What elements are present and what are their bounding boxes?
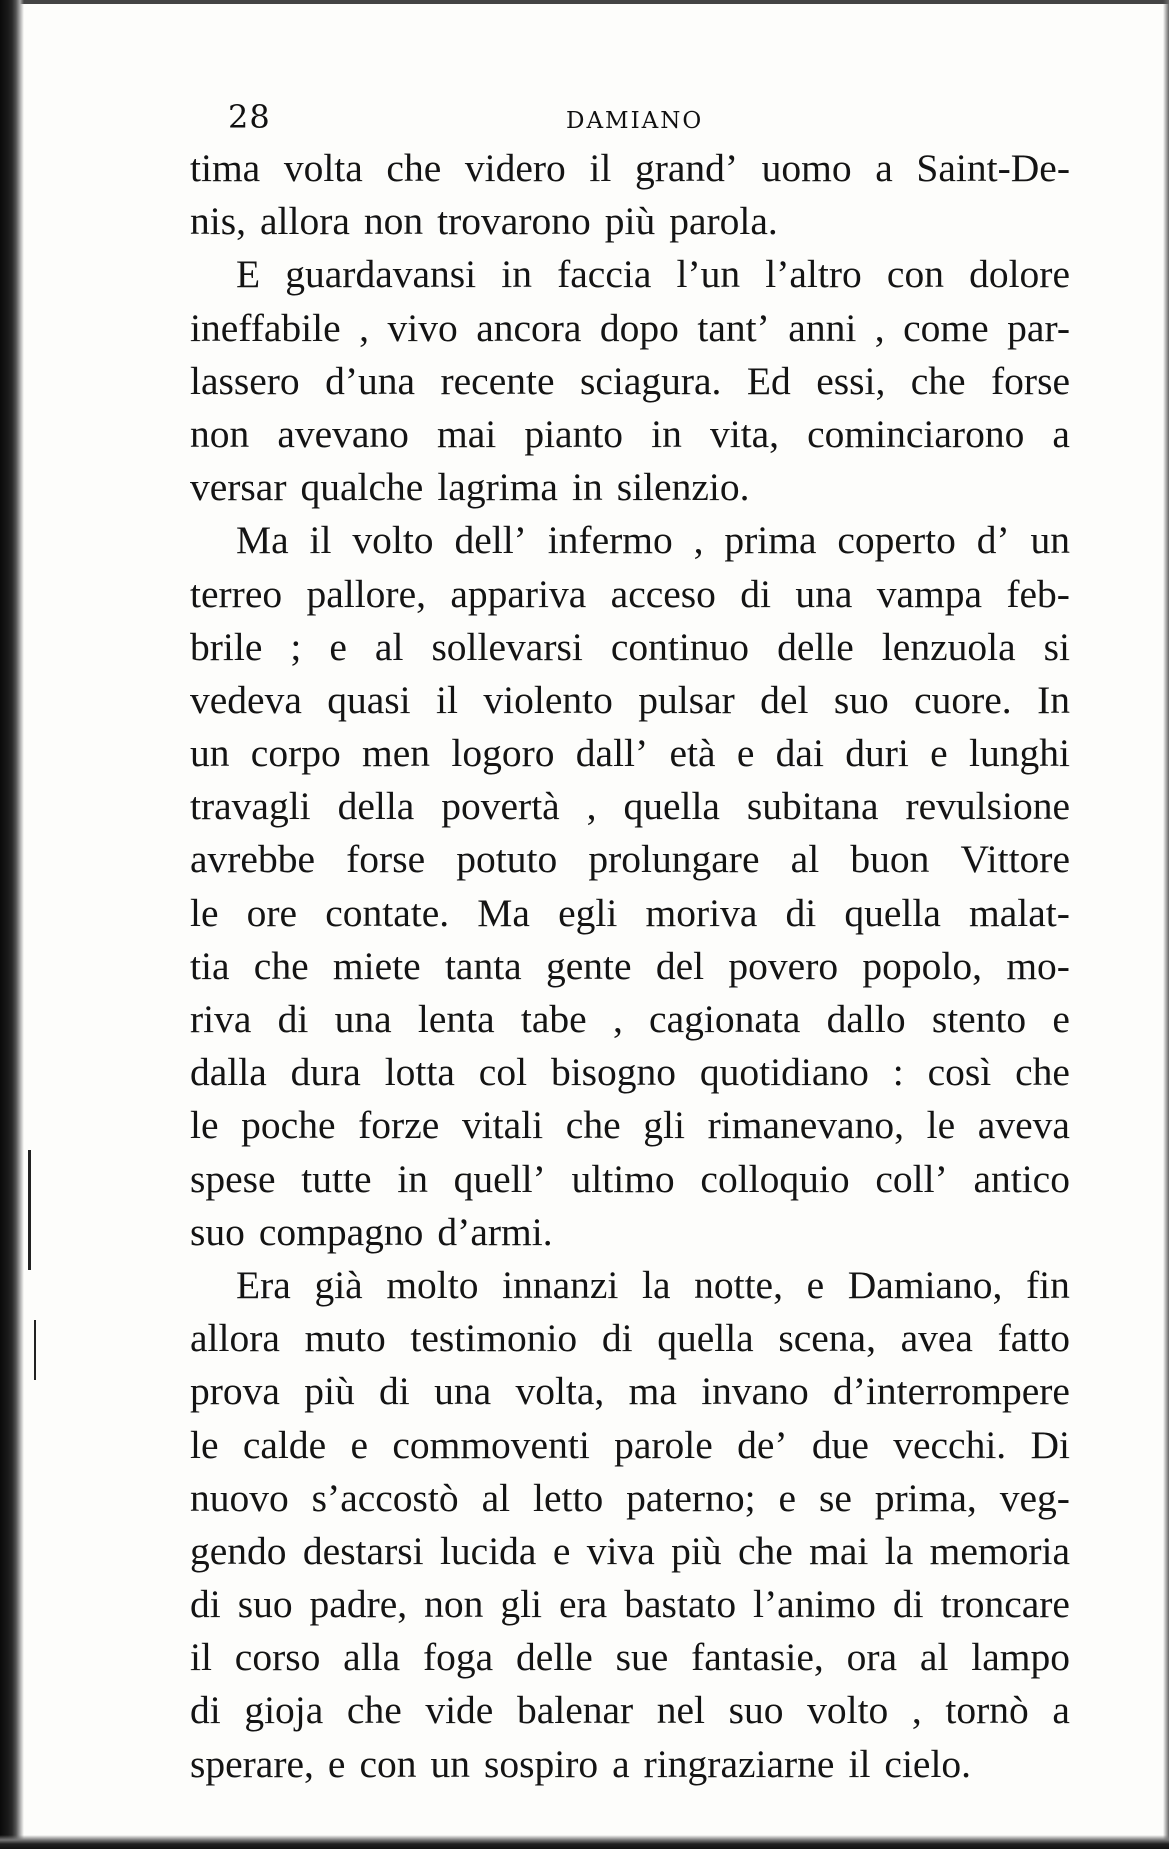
text-line: prova più di una volta, ma invano d’interrompere bbox=[190, 1369, 1070, 1414]
text-line: ineffabile , vivo ancora dopo tant’ anni , come par- bbox=[190, 305, 1070, 350]
text-line: le poche forze vitali che gli rimanevano, le aveva bbox=[190, 1103, 1070, 1148]
text-line: sperare, e con un sospiro a ringraziarne il cielo. bbox=[190, 1741, 972, 1786]
text-line: allora muto testimonio di quella scena, avea fatto bbox=[190, 1316, 1070, 1361]
text-line: dalla dura lotta col bisogno quotidiano : così che bbox=[190, 1050, 1070, 1095]
scan-binding-mark bbox=[34, 1320, 36, 1380]
text-line: brile ; e al sollevarsi continuo delle lenzuola si bbox=[190, 624, 1070, 669]
text-line: nis, allora non trovarono più parola. bbox=[190, 199, 778, 244]
text-line: di gioja che vide balenar nel suo volto , tornò a bbox=[190, 1688, 1070, 1733]
scan-binding-edge bbox=[0, 0, 24, 1849]
text-line: lassero d’una recente sciagura. Ed essi, che forse bbox=[190, 358, 1070, 403]
text-line: Ma il volto dell’ infermo , prima coperto d’ un bbox=[236, 518, 1070, 563]
text-line: suo compagno d’armi. bbox=[190, 1209, 553, 1254]
page-header bbox=[228, 98, 728, 138]
text-line: avrebbe forse potuto prolungare al buon Vittore bbox=[190, 837, 1070, 882]
scan-bottom-edge bbox=[0, 1835, 1169, 1849]
text-line: di suo padre, non gli era bastato l’animo di troncare bbox=[190, 1582, 1070, 1627]
text-line: le ore contate. Ma egli moriva di quella malat- bbox=[190, 890, 1070, 935]
text-line: gendo destarsi lucida e viva più che mai la memoria bbox=[190, 1528, 1070, 1573]
scan-top-edge bbox=[0, 0, 1169, 4]
text-line: terreo pallore, appariva acceso di una vampa feb- bbox=[190, 571, 1070, 616]
text-line: un corpo men logoro dall’ età e dai duri e lunghi bbox=[190, 731, 1070, 776]
scan-binding-mark bbox=[28, 1150, 31, 1270]
text-line: riva di una lenta tabe , cagionata dallo stento e bbox=[190, 997, 1070, 1041]
text-line: il corso alla foga delle sue fantasie, ora al lampo bbox=[190, 1635, 1070, 1680]
text-line: Era già molto innanzi la notte, e Damiano, fin bbox=[236, 1262, 1070, 1307]
text-line: spese tutte in quell’ ultimo colloquio coll’ antico bbox=[190, 1156, 1070, 1201]
text-line: versar qualche lagrima in silenzio. bbox=[190, 465, 750, 510]
text-line: travagli della povertà , quella subitana revulsione bbox=[190, 784, 1070, 829]
text-line: vedeva quasi il violento pulsar del suo cuore. In bbox=[190, 677, 1070, 722]
text-line: nuovo s’accostò al letto paterno; e se prima, veg- bbox=[190, 1475, 1070, 1520]
running-title: DAMIANO bbox=[566, 108, 704, 134]
body-text bbox=[190, 142, 1070, 1791]
text-line: tia che miete tanta gente del povero popolo, mo- bbox=[190, 943, 1070, 988]
text-line: non avevano mai pianto in vita, cominciarono a bbox=[190, 411, 1070, 456]
scan-right-edge bbox=[1163, 0, 1169, 1849]
text-line: E guardavansi in faccia l’un l’altro con dolore bbox=[236, 252, 1070, 297]
text-line: le calde e commoventi parole de’ due vecchi. Di bbox=[190, 1422, 1070, 1467]
page-number: 28 bbox=[228, 98, 271, 136]
text-line: tima volta che videro il grand’ uomo a Saint-De- bbox=[190, 146, 1070, 190]
